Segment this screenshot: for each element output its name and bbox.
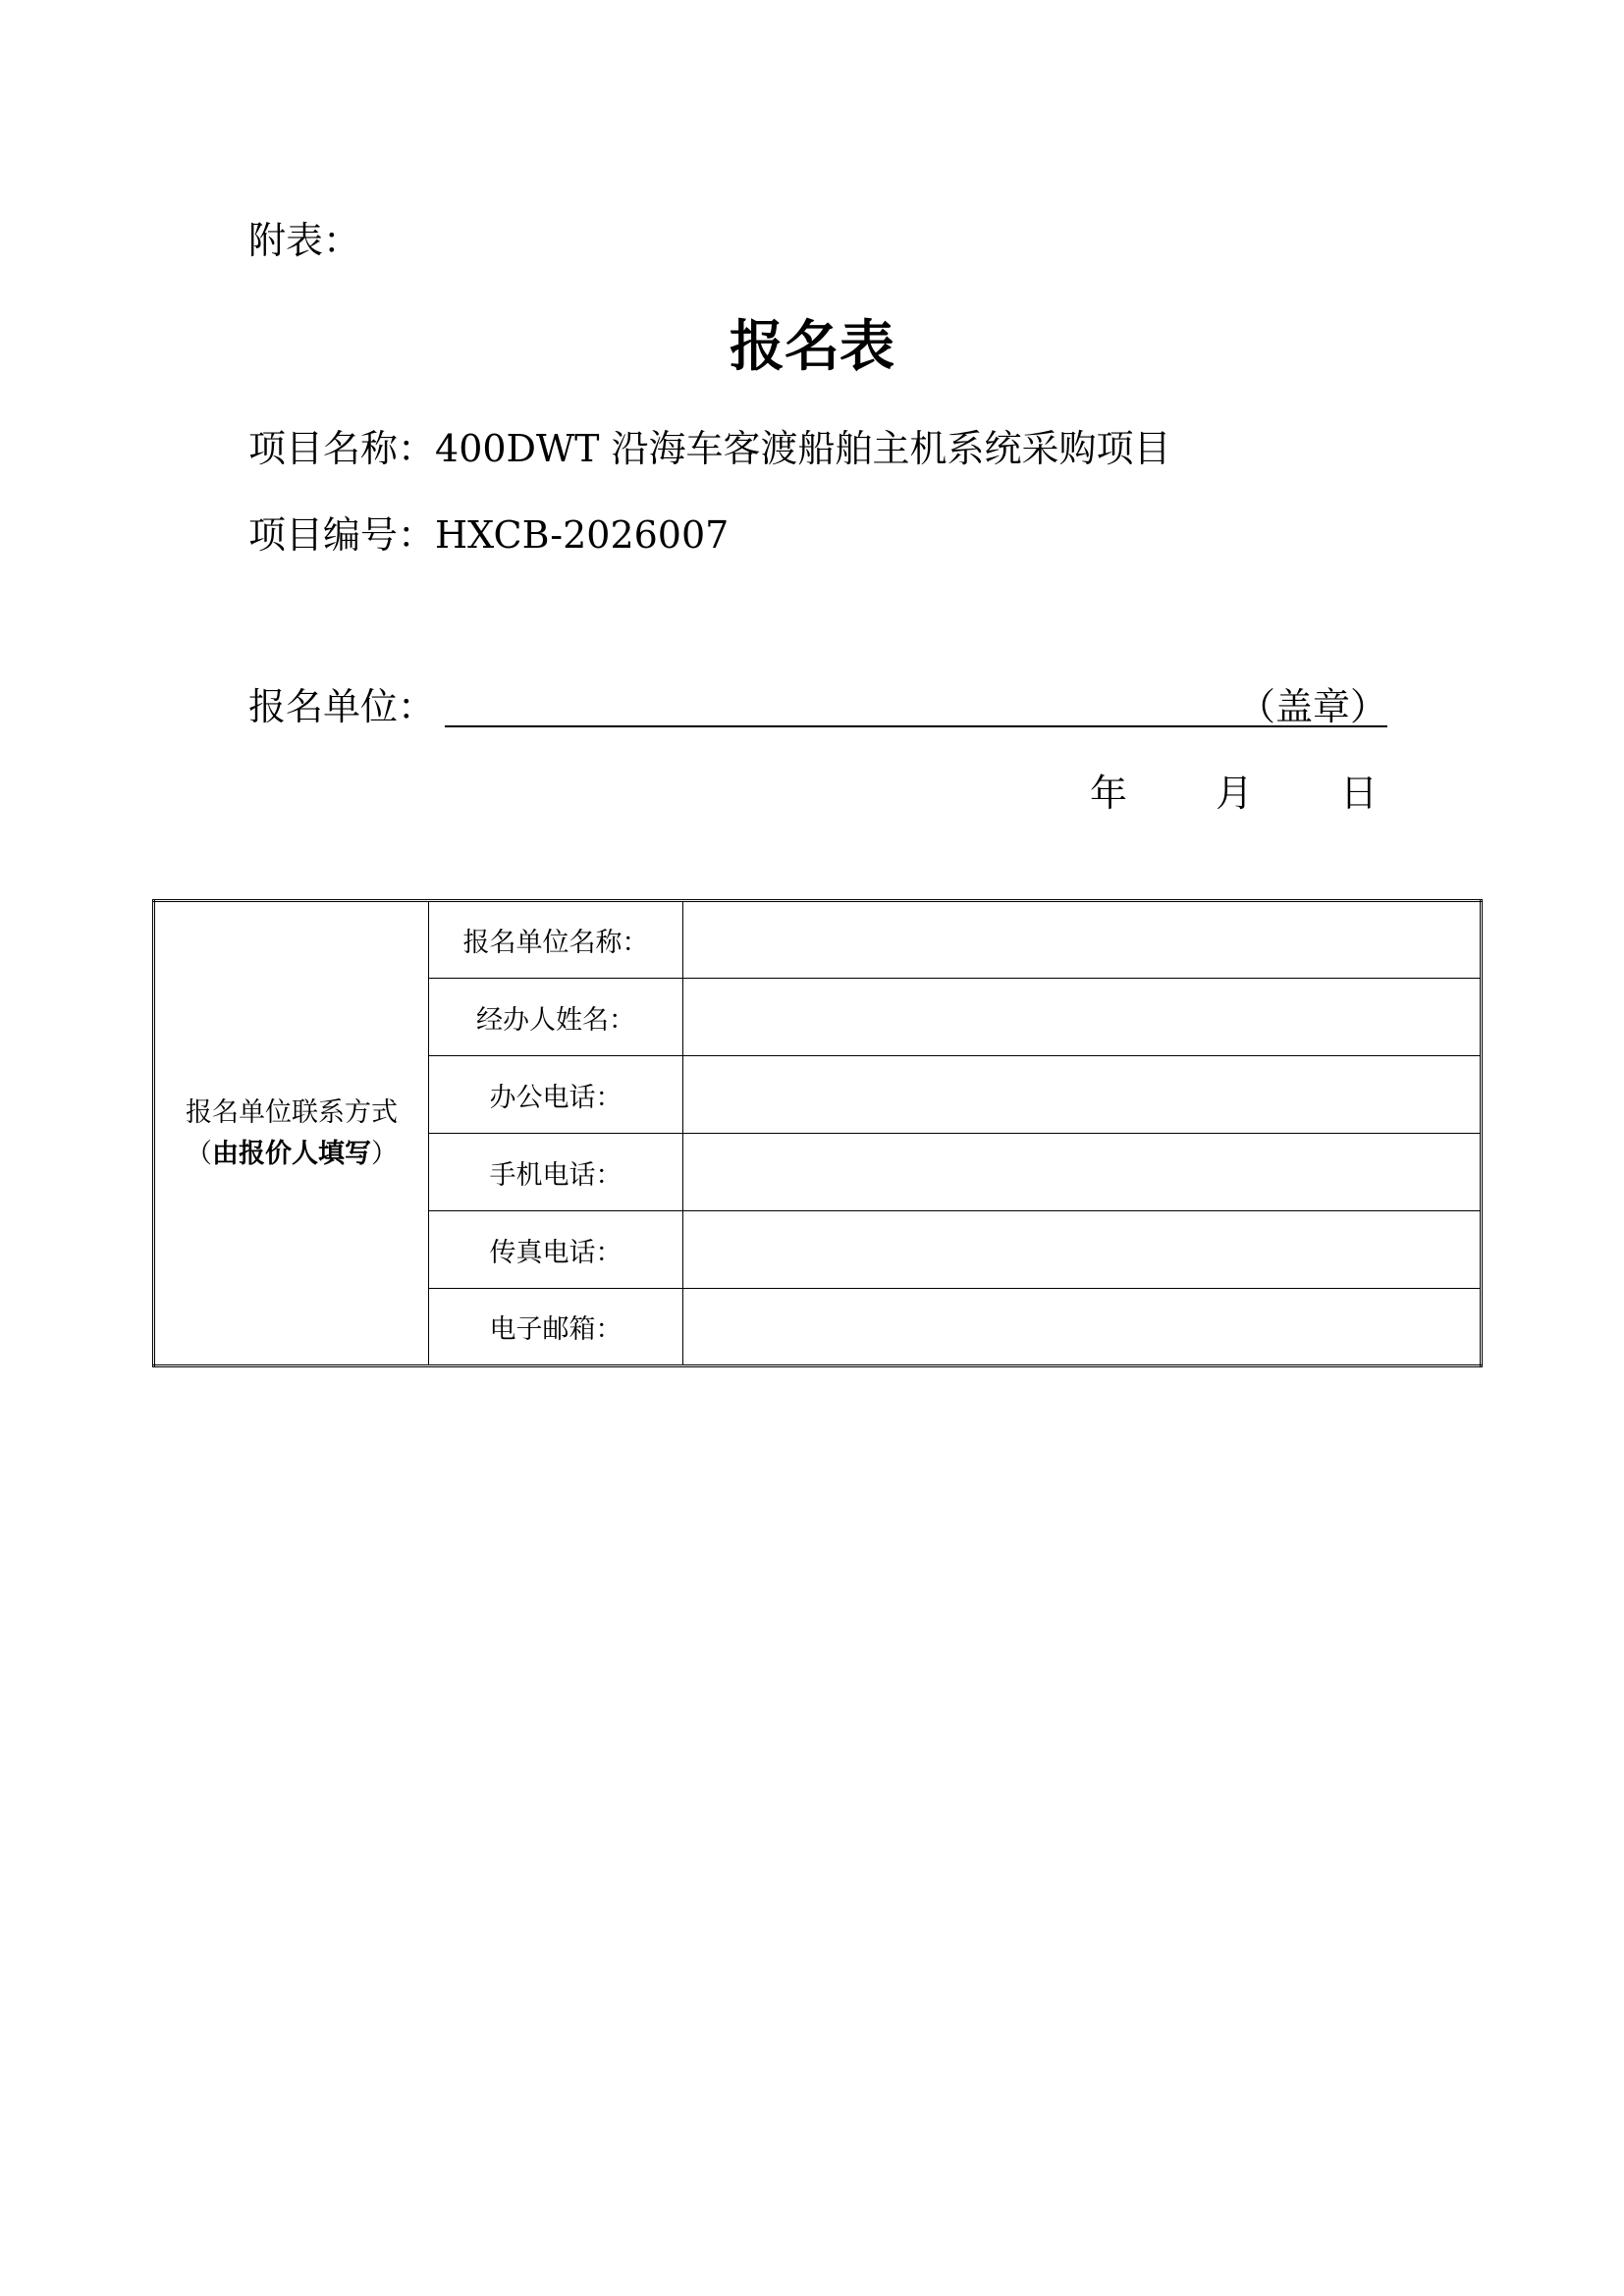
contact-info-table bbox=[152, 899, 1483, 1367]
project-number-value: HXCB-2026007 bbox=[435, 513, 730, 557]
project-number-line bbox=[248, 510, 729, 560]
form-title: 报名表 bbox=[730, 314, 894, 379]
date-day: 日 bbox=[1340, 772, 1379, 815]
project-name-value: 400DWT 沿海车客渡船舶主机系统采购项目 bbox=[435, 427, 1171, 470]
row-label-handler-name: 经办人姓名： bbox=[429, 979, 683, 1056]
row-label-office-phone: 办公电话： bbox=[429, 1056, 683, 1134]
contact-group-note-bold: 由报价人填写 bbox=[212, 1138, 371, 1169]
date-year: 年 bbox=[1090, 772, 1128, 815]
date-month: 月 bbox=[1216, 772, 1254, 815]
contact-group-note: （由报价人填写） bbox=[186, 1138, 398, 1169]
attachment-label: 附表： bbox=[248, 219, 361, 262]
row-label-email: 电子邮箱： bbox=[429, 1289, 683, 1366]
office-phone-field[interactable] bbox=[683, 1056, 1482, 1134]
contact-group-cell bbox=[154, 901, 429, 1366]
table-row bbox=[154, 901, 1482, 979]
mobile-phone-field[interactable] bbox=[683, 1134, 1482, 1211]
seal-note: （盖章） bbox=[1237, 685, 1387, 728]
project-number-label: 项目编号： bbox=[248, 513, 436, 557]
signup-unit-row bbox=[248, 682, 1387, 731]
email-field[interactable] bbox=[683, 1289, 1482, 1366]
handler-name-field[interactable] bbox=[683, 979, 1482, 1056]
row-label-unit-name: 报名单位名称： bbox=[429, 901, 683, 979]
row-label-fax: 传真电话： bbox=[429, 1211, 683, 1289]
unit-name-field[interactable] bbox=[683, 901, 1482, 979]
fax-field[interactable] bbox=[683, 1211, 1482, 1289]
project-name-label: 项目名称： bbox=[248, 427, 436, 470]
contact-group-label: 报名单位联系方式 bbox=[186, 1096, 398, 1128]
project-name-line bbox=[248, 424, 1171, 473]
signup-unit-label: 报名单位： bbox=[248, 685, 436, 728]
row-label-mobile-phone: 手机电话： bbox=[429, 1134, 683, 1211]
